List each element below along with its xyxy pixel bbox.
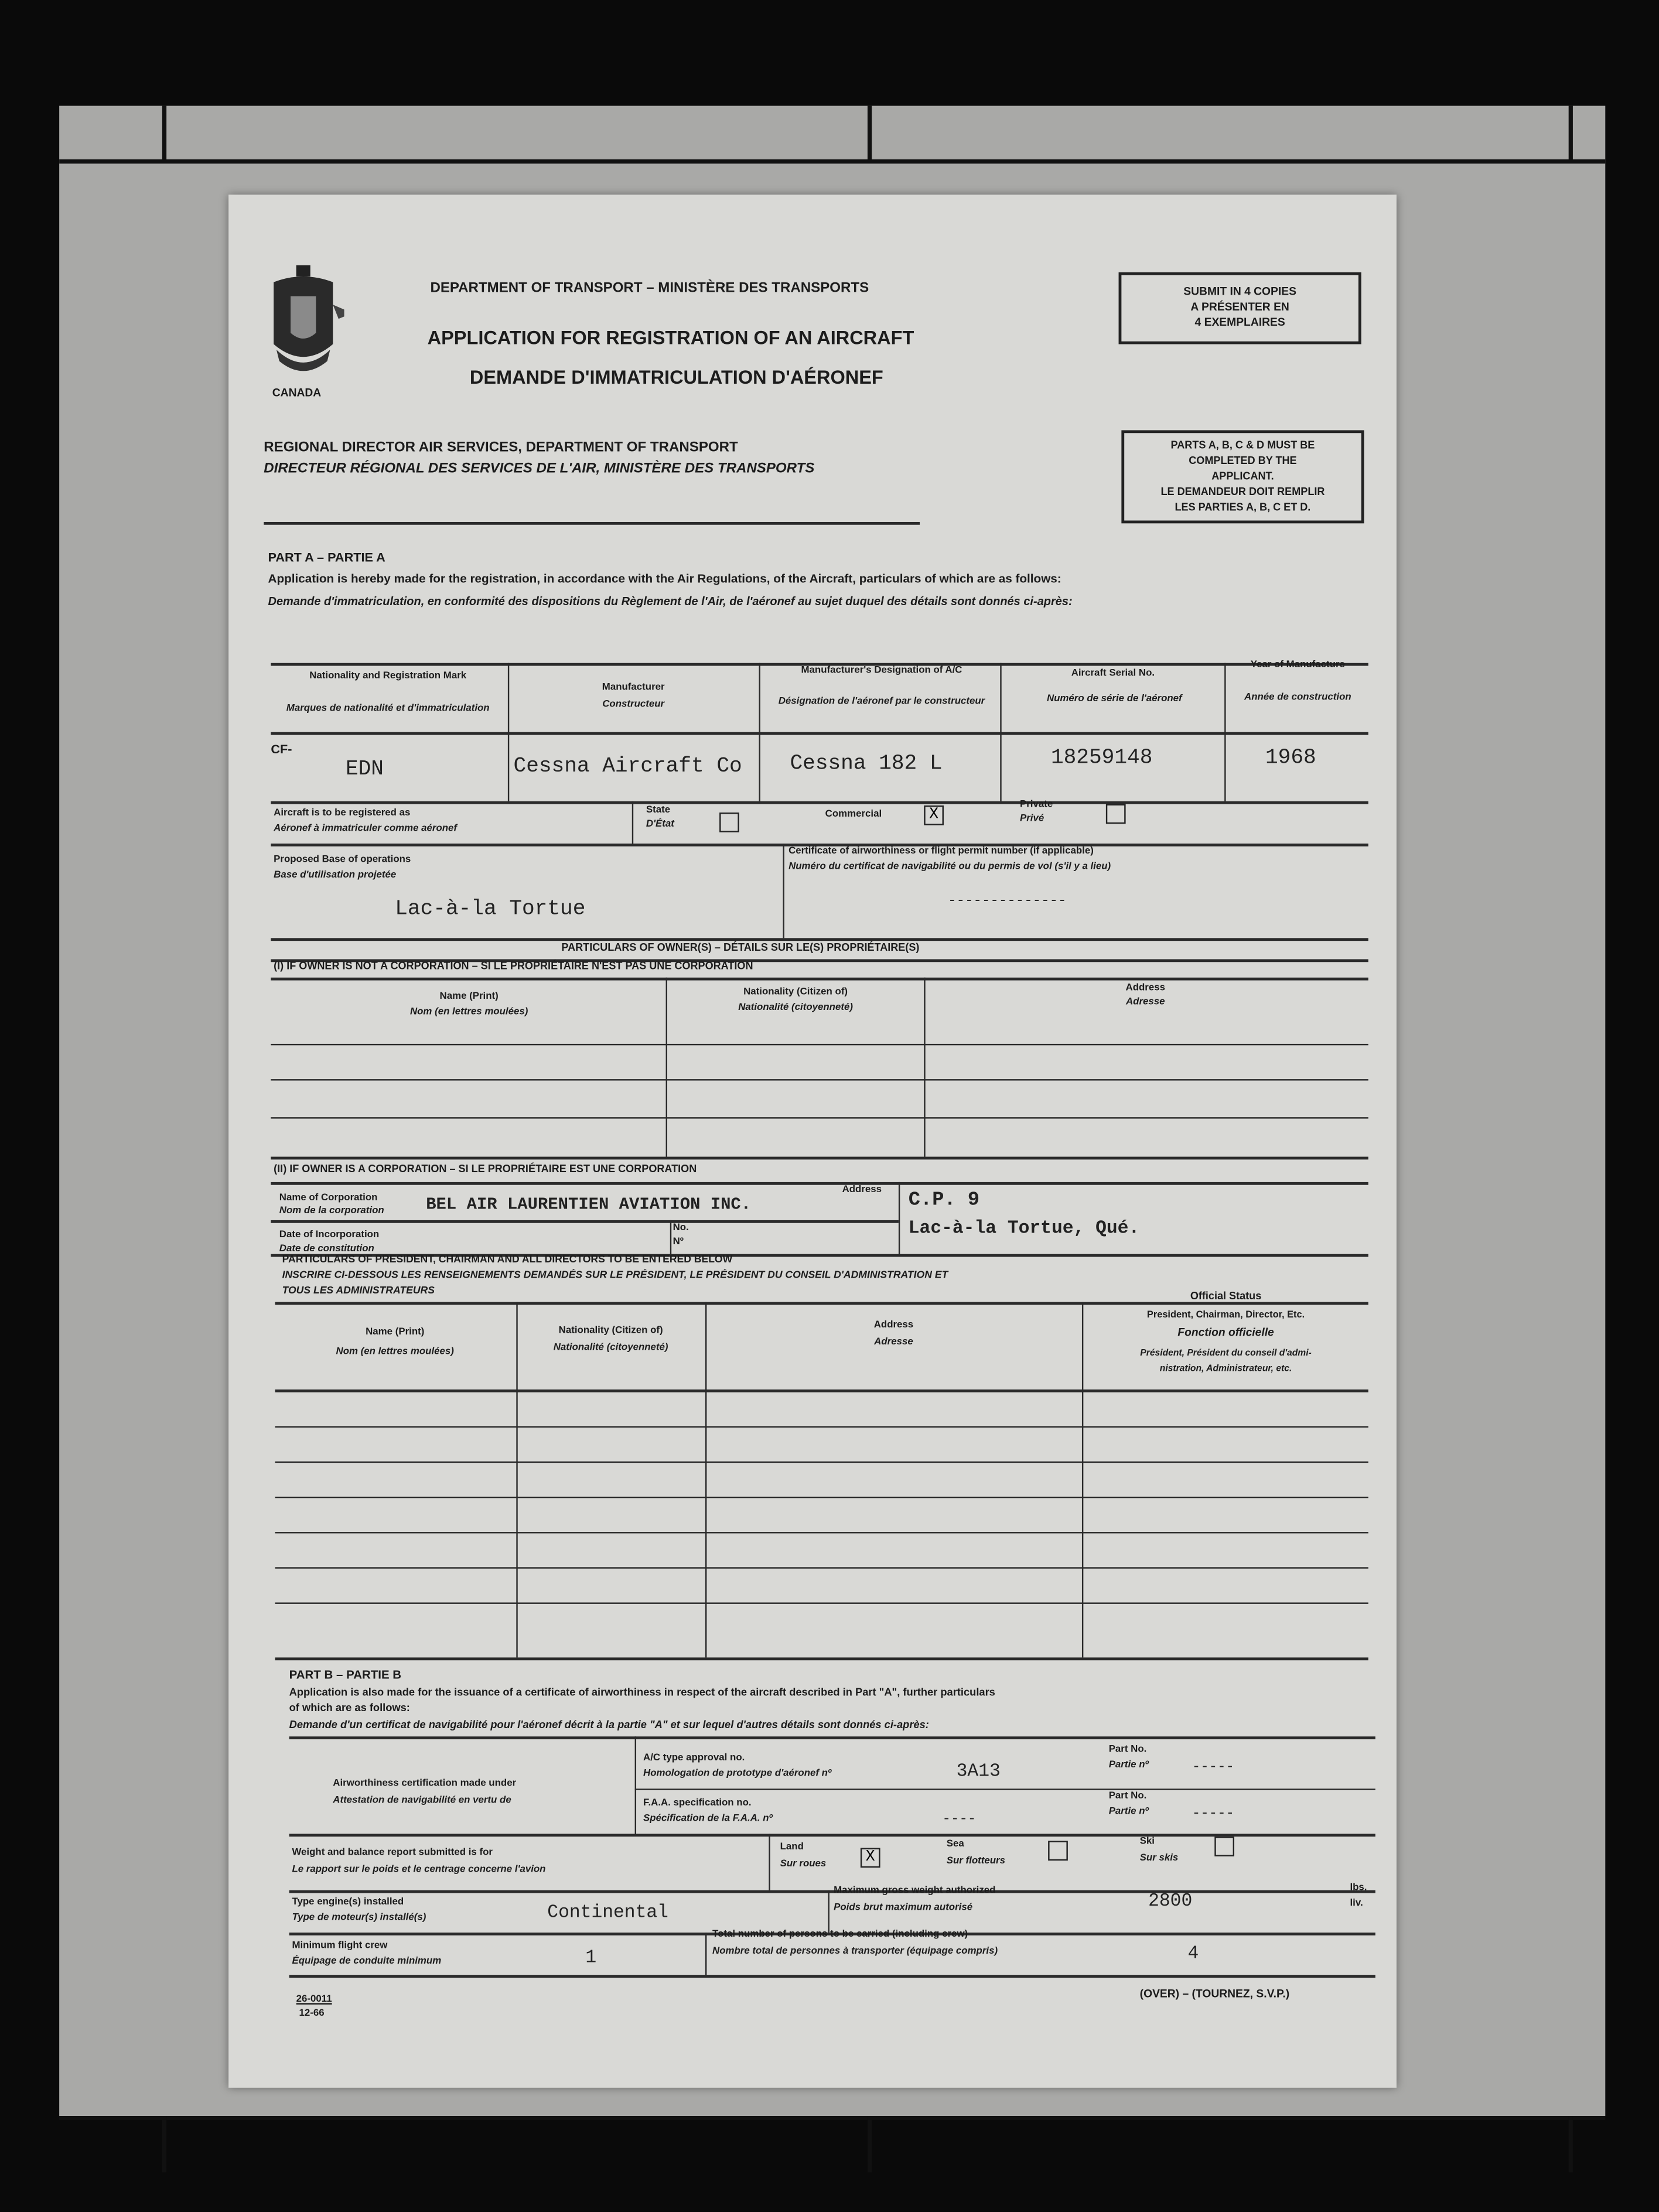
designation-value: Cessna 182 L	[790, 752, 943, 776]
no-label-en: No.	[673, 1223, 689, 1233]
part-b-intro-en-2: of which are as follows:	[289, 1701, 410, 1714]
col-divider	[924, 978, 925, 1157]
frame-divider	[162, 2116, 166, 2172]
director-nationality-header-fr: Nationalité (citoyenneté)	[553, 1343, 668, 1353]
min-crew-value: 1	[585, 1947, 597, 1968]
table-rule	[289, 1975, 1375, 1978]
engine-label-en: Type engine(s) installed	[292, 1897, 404, 1907]
registration-prefix: CF-	[271, 742, 292, 756]
box-line: 4 EXEMPLAIRES	[1194, 316, 1285, 329]
col-header-mark-fr: Marques de nationalité et d'immatriculation	[286, 704, 490, 714]
box-line: PARTS A, B, C & D MUST BE	[1170, 438, 1315, 452]
part-a-intro-fr: Demande d'immatriculation, en conformité des dispositions du Règlement de l'Air, de l'aéronef au sujet duquel des détails sont donnés ci-après:	[268, 593, 1073, 608]
part-b-heading: PART B – PARTIE B	[289, 1667, 402, 1682]
max-weight-label-fr: Poids brut maximum autorisé	[834, 1903, 973, 1913]
director-row-line	[275, 1602, 1368, 1603]
manufacturer-value: Cessna Aircraft Co	[513, 755, 742, 779]
frame-line	[59, 2116, 1605, 2120]
col-divider	[828, 1890, 829, 1933]
addressee-fr: DIRECTEUR RÉGIONAL DES SERVICES DE L'AIR, MINISTÈRE DES TRANSPORTS	[264, 461, 815, 477]
type-approval-fr: Homologation de prototype d'aéronef nº	[643, 1769, 832, 1779]
col-header-designation-en: Manufacturer's Designation of A/C	[801, 665, 962, 676]
col-divider	[516, 1302, 517, 1658]
col-divider	[783, 844, 784, 938]
owner-address-header-fr: Adresse	[1125, 997, 1165, 1008]
corp-name-value: BEL AIR LAURENTIEN AVIATION INC.	[426, 1194, 752, 1215]
col-divider	[632, 801, 633, 844]
director-row-line	[275, 1532, 1368, 1533]
submit-copies-box	[1119, 272, 1361, 344]
box-line: SUBMIT IN 4 COPIES	[1183, 285, 1296, 298]
col-divider	[899, 1182, 900, 1255]
col-divider	[1224, 663, 1226, 801]
engine-label-fr: Type de moteur(s) installé(s)	[292, 1913, 426, 1923]
col-header-serial-en: Aircraft Serial No.	[1071, 668, 1155, 679]
sea-label-fr: Sur flotteurs	[946, 1856, 1006, 1866]
cert-under-en: Airworthiness certification made under	[333, 1779, 517, 1789]
base-value: Lac-à-la Tortue	[395, 897, 586, 921]
part-no-fr-2: Partie nº	[1108, 1807, 1149, 1817]
faa-spec-en: F.A.A. specification no.	[643, 1798, 752, 1809]
department-heading: DEPARTMENT OF TRANSPORT – MINISTÈRE DES TRANSPORTS	[430, 281, 869, 296]
col-header-manufacturer-en: Manufacturer	[602, 682, 665, 693]
faa-spec-fr: Spécification de la F.A.A. nº	[643, 1814, 773, 1824]
director-row-line	[275, 1567, 1368, 1568]
parts-required-box	[1121, 430, 1364, 523]
col-divider	[670, 1220, 671, 1255]
box-line: LES PARTIES A, B, C ET D.	[1175, 500, 1311, 514]
corp-name-label-fr: Nom de la corporation	[279, 1206, 384, 1216]
col-header-manufacturer-fr: Constructeur	[602, 699, 665, 710]
frame-divider	[162, 106, 166, 162]
table-rule	[271, 1157, 1368, 1160]
col-header-serial-fr: Numéro de série de l'aéronef	[1046, 694, 1182, 704]
status-title-en: Official Status	[1190, 1289, 1262, 1302]
ski-label-fr: Sur skis	[1139, 1853, 1179, 1863]
cert-value: --------------	[948, 894, 1067, 910]
table-rule	[289, 1736, 1375, 1739]
unit-liv: liv.	[1350, 1899, 1363, 1909]
frame-divider	[1569, 106, 1573, 162]
commercial-label: Commercial	[825, 810, 882, 820]
incorporation-label-en: Date of Incorporation	[279, 1230, 380, 1240]
land-checkbox: X	[861, 1848, 880, 1868]
owner-name-header-fr: Nom (en lettres moulées)	[409, 1007, 528, 1018]
frame-divider	[868, 2116, 872, 2172]
sea-checkbox	[1048, 1841, 1068, 1861]
col-divider	[759, 663, 760, 801]
faa-spec-value: ----	[942, 1812, 977, 1828]
corp-name-label-en: Name of Corporation	[279, 1193, 378, 1204]
max-weight-label-en: Maximum gross weight authorized	[834, 1886, 996, 1896]
not-corporation-heading: (I) IF OWNER IS NOT A CORPORATION – SI LE PROPRIÉTAIRE N'EST PAS UNE CORPORATION	[274, 959, 753, 972]
owner-row-line	[271, 1044, 1368, 1045]
part-a-heading: PART A – PARTIE A	[268, 550, 385, 565]
state-label-fr: D'État	[646, 820, 674, 830]
frame-divider	[868, 106, 872, 162]
ski-label-en: Ski	[1139, 1836, 1155, 1847]
cert-label-fr: Numéro du certificat de navigabilité ou du permis de vol (s'il y a lieu)	[788, 862, 1111, 872]
corporation-heading: (II) IF OWNER IS A CORPORATION – SI LE PROPRIÉTAIRE EST UNE CORPORATION	[274, 1162, 697, 1175]
owner-row-line	[271, 1117, 1368, 1118]
ski-checkbox	[1214, 1836, 1234, 1856]
commercial-checkbox: X	[924, 805, 944, 825]
unit-lbs: lbs.	[1350, 1883, 1367, 1893]
col-header-mark-en: Nationality and Registration Mark	[309, 671, 467, 682]
director-row-line	[275, 1426, 1368, 1427]
persons-label-en: Total number of persons to be carried (including crew)	[712, 1930, 968, 1940]
table-rule	[275, 1390, 1368, 1392]
owners-heading: PARTICULARS OF OWNER(S) – DÉTAILS SUR LE(S) PROPRIÉTAIRE(S)	[561, 941, 920, 954]
director-name-header-en: Name (Print)	[366, 1327, 425, 1337]
table-rule	[271, 801, 1368, 804]
type-approval-value: 3A13	[956, 1760, 1001, 1782]
col-header-year-fr: Année de construction	[1244, 692, 1351, 703]
form-number: 26-0011	[296, 1994, 332, 2005]
col-divider	[705, 1933, 706, 1975]
corp-address-line1: C.P. 9	[908, 1189, 980, 1212]
owner-name-header-en: Name (Print)	[439, 991, 499, 1002]
col-divider	[1082, 1302, 1083, 1658]
registered-as-en: Aircraft is to be registered as	[274, 808, 411, 818]
base-label-fr: Base d'utilisation projetée	[274, 870, 397, 880]
form-title-en: APPLICATION FOR REGISTRATION OF AN AIRCRAFT	[427, 327, 914, 349]
min-crew-label-fr: Équipage de conduite minimum	[292, 1956, 442, 1967]
col-header-year-en: Year of Manufacture	[1250, 660, 1345, 670]
addressee-en: REGIONAL DIRECTOR AIR SERVICES, DEPARTMENT OF TRANSPORT	[264, 440, 738, 456]
state-label-en: State	[646, 805, 671, 815]
corp-address-label-en: Address	[842, 1184, 882, 1195]
directors-heading-fr-2: TOUS LES ADMINISTRATEURS	[282, 1283, 435, 1296]
table-rule	[271, 1182, 1368, 1185]
land-label-en: Land	[780, 1842, 804, 1852]
table-rule	[275, 1302, 1368, 1305]
owner-address-header-en: Address	[1125, 983, 1166, 994]
director-address-header-en: Address	[873, 1320, 914, 1330]
table-rule	[275, 1657, 1368, 1660]
corp-address-line2: Lac-à-la Tortue, Qué.	[908, 1217, 1140, 1239]
persons-label-fr: Nombre total de personnes à transporter (équipage compris)	[712, 1947, 998, 1957]
registration-mark-value: EDN	[345, 757, 384, 782]
part-a-intro-en: Application is hereby made for the registration, in accordance with the Air Regulations, of the Aircraft, particulars of which are as follows:	[268, 571, 1061, 586]
weight-balance-en: Weight and balance report submitted is for	[292, 1848, 493, 1858]
part-b-intro-fr: Demande d'un certificat de navigabilité pour l'aéronef décrit à la partie "A" et sur lequel d'autres détails sont donnés ci-après:	[289, 1718, 929, 1731]
director-address-header-fr: Adresse	[874, 1337, 913, 1347]
director-row-line	[275, 1497, 1368, 1498]
private-label-en: Private	[1019, 800, 1053, 810]
max-weight-value: 2800	[1148, 1890, 1193, 1911]
part-b-intro-en: Application is also made for the issuance of a certificate of airworthiness in respect of the aircraft described in Part "A", further particulars	[289, 1685, 995, 1699]
owner-nationality-header-fr: Nationalité (citoyenneté)	[738, 1003, 853, 1013]
part-no-value-2: -----	[1192, 1807, 1235, 1823]
min-crew-label-en: Minimum flight crew	[292, 1941, 388, 1951]
table-rule	[271, 978, 1368, 981]
incorporation-label-fr: Date de constitution	[279, 1244, 374, 1254]
part-no-value: -----	[1192, 1760, 1235, 1776]
serial-value: 18259148	[1050, 746, 1153, 770]
table-rule	[289, 1890, 1375, 1893]
status-en: President, Chairman, Director, Etc.	[1146, 1310, 1305, 1320]
part-no-fr: Partie nº	[1108, 1760, 1149, 1771]
private-checkbox	[1106, 804, 1126, 824]
directors-heading-fr: INSCRIRE CI-DESSOUS LES RENSEIGNEMENTS DEMANDÉS SUR LE PRÉSIDENT, LE PRÉSIDENT DU CONSEIL D'ADMINISTRATION ET	[282, 1268, 948, 1281]
col-divider	[769, 1834, 770, 1890]
cert-under-fr: Attestation de navigabilité en vertu de	[333, 1795, 511, 1806]
over-note: (OVER) – (TOURNEZ, S.V.P.)	[1139, 1987, 1290, 2001]
col-header-designation-fr: Désignation de l'aéronef par le constructeur	[778, 697, 985, 707]
sea-label-en: Sea	[946, 1839, 964, 1849]
director-nationality-header-en: Nationality (Citizen of)	[558, 1326, 663, 1336]
state-checkbox	[719, 813, 739, 832]
land-label-fr: Sur roues	[780, 1859, 827, 1869]
base-label-en: Proposed Base of operations	[274, 855, 411, 865]
box-line: A PRÉSENTER EN	[1190, 300, 1289, 313]
status-fr-1: Président, Président du conseil d'admi-	[1140, 1349, 1312, 1358]
col-divider	[508, 663, 509, 801]
owner-nationality-header-en: Nationality (Citizen of)	[743, 987, 848, 998]
col-divider	[705, 1302, 706, 1658]
engine-value: Continental	[547, 1901, 668, 1923]
status-title-fr: Fonction officielle	[1177, 1326, 1274, 1339]
table-rule	[271, 1220, 899, 1223]
director-row-line	[275, 1462, 1368, 1463]
part-no-en-2: Part No.	[1108, 1791, 1147, 1802]
director-name-header-fr: Nom (en lettres moulées)	[336, 1347, 454, 1357]
form-date: 12-66	[299, 2008, 325, 2019]
addressee-line	[264, 522, 920, 525]
cert-label-en: Certificate of airworthiness or flight permit number (if applicable)	[788, 846, 1094, 856]
type-approval-en: A/C type approval no.	[643, 1753, 745, 1763]
part-no-en: Part No.	[1108, 1745, 1147, 1755]
owner-row-line	[271, 1079, 1368, 1080]
frame-divider	[1569, 2116, 1573, 2172]
year-value: 1968	[1265, 746, 1316, 770]
weight-balance-fr: Le rapport sur le poids et le centrage concerne l'avion	[292, 1865, 546, 1875]
col-divider	[666, 978, 667, 1157]
table-rule	[635, 1788, 1375, 1790]
no-label-fr: Nº	[673, 1237, 684, 1247]
frame-line	[59, 159, 1605, 163]
persons-value: 4	[1187, 1942, 1199, 1964]
status-fr-2: nistration, Administrateur, etc.	[1159, 1364, 1292, 1374]
canada-coat-of-arms-icon	[262, 262, 344, 384]
table-rule	[271, 732, 1368, 735]
country-label: CANADA	[272, 386, 322, 400]
table-rule	[289, 1834, 1375, 1836]
col-divider	[635, 1736, 636, 1835]
registered-as-fr: Aéronef à immatriculer comme aéronef	[274, 824, 458, 834]
col-divider	[1000, 663, 1001, 801]
directors-heading-en: PARTICULARS OF PRESIDENT, CHAIRMAN AND ALL DIRECTORS TO BE ENTERED BELOW	[282, 1252, 733, 1265]
box-line: APPLICANT.	[1211, 469, 1274, 483]
private-label-fr: Privé	[1019, 814, 1044, 824]
box-line: LE DEMANDEUR DOIT REMPLIR	[1160, 485, 1325, 499]
box-line: COMPLETED BY THE	[1189, 454, 1297, 467]
form-title-fr: DEMANDE D'IMMATRICULATION D'AÉRONEF	[469, 367, 883, 388]
